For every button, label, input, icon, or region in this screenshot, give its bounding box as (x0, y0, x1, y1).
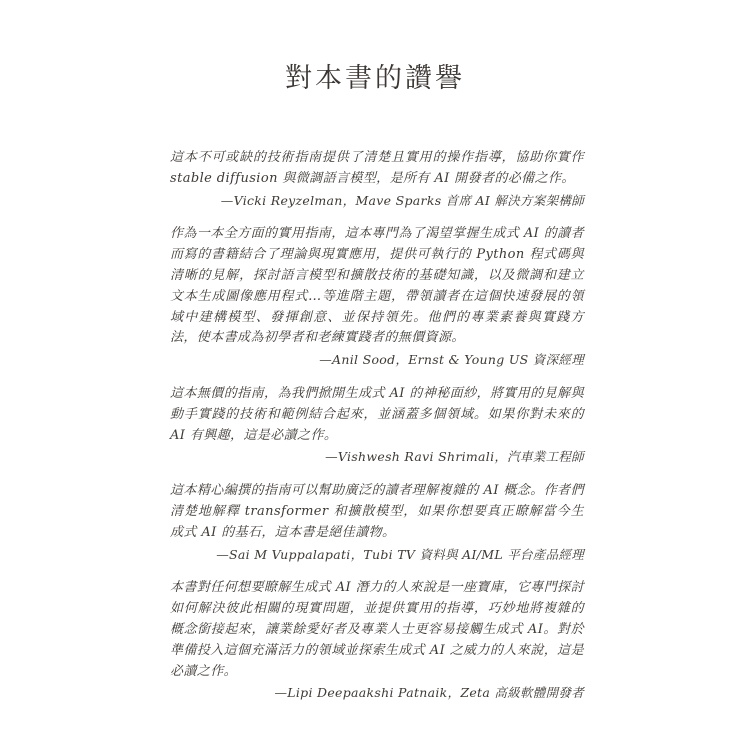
testimonials-section (170, 148, 584, 717)
testimonial-quote: 這本不可或缺的技術指南提供了清楚且實用的操作指導，協助你實作 stable diffusion 與微調語言模型，是所有 AI 開發者的必備之作。 (170, 150, 584, 186)
testimonial-attribution: —Sai M Vuppalapati，Tubi TV 資料與 AI/ML 平台產品經理 (216, 546, 584, 562)
testimonial-attribution: —Lipi Deepaakshi Patnaik，Zeta 高級軟體開發者 (274, 685, 584, 701)
testimonial-quote: 這本無價的指南，為我們掀開生成式 AI 的神秘面紗，將實用的見解與動手實踐的技術和範例結合起來，並涵蓋多個領域。如果你對未來的 AI 有興趣，這是必讀之作。 (170, 385, 584, 443)
testimonial-quote: 這本精心編撰的指南可以幫助廣泛的讀者理解複雜的 AI 概念。作者們清楚地解釋 transformer 和擴散模型，如果你想要真正瞭解當今生成式 AI 的基石，這本書是絕佳讀物。 (170, 483, 584, 540)
page-title: 對本書的讚譽 (285, 63, 465, 94)
testimonial (170, 224, 584, 371)
testimonial (170, 148, 584, 211)
testimonial (170, 578, 584, 704)
testimonial-quote: 作為一本全方面的實用指南，這本專門為了渴望掌握生成式 AI 的讀者而寫的書籍結合了理論與現實應用，提供可執行的 Python 程式碼與清晰的見解，探討語言模型和擴散技術的基礎知識，以及微調和建立文本生成圖像應用程式…等進階主題，帶領讀者在這個快速發展的領域中建構模型、發揮創意、並保持領先。他們的專業素養與實踐方法，使本書成為初學者和老練實踐者的無價資源。 (170, 226, 584, 346)
testimonial-attribution: —Anil Sood，Ernst & Young US 資深經理 (319, 352, 584, 368)
testimonial (170, 481, 584, 565)
testimonial-attribution: —Vicki Reyzelman，Mave Sparks 首席 AI 解決方案架構師 (220, 192, 584, 208)
testimonial-quote: 本書對任何想要瞭解生成式 AI 潛力的人來說是一座寶庫，它專門探討如何解決彼此相關的現實問題，並提供實用的指導，巧妙地將複雜的概念銜接起來，讓業餘愛好者及專業人士更容易接觸生成式 AI。對於準備投入這個充滿活力的領域並探索生成式 AI 之威力的人來說，這是必讀之作。 (170, 580, 584, 679)
testimonial (170, 384, 584, 468)
testimonial-attribution: —Vishwesh Ravi Shrimali，汽車業工程師 (325, 449, 584, 465)
